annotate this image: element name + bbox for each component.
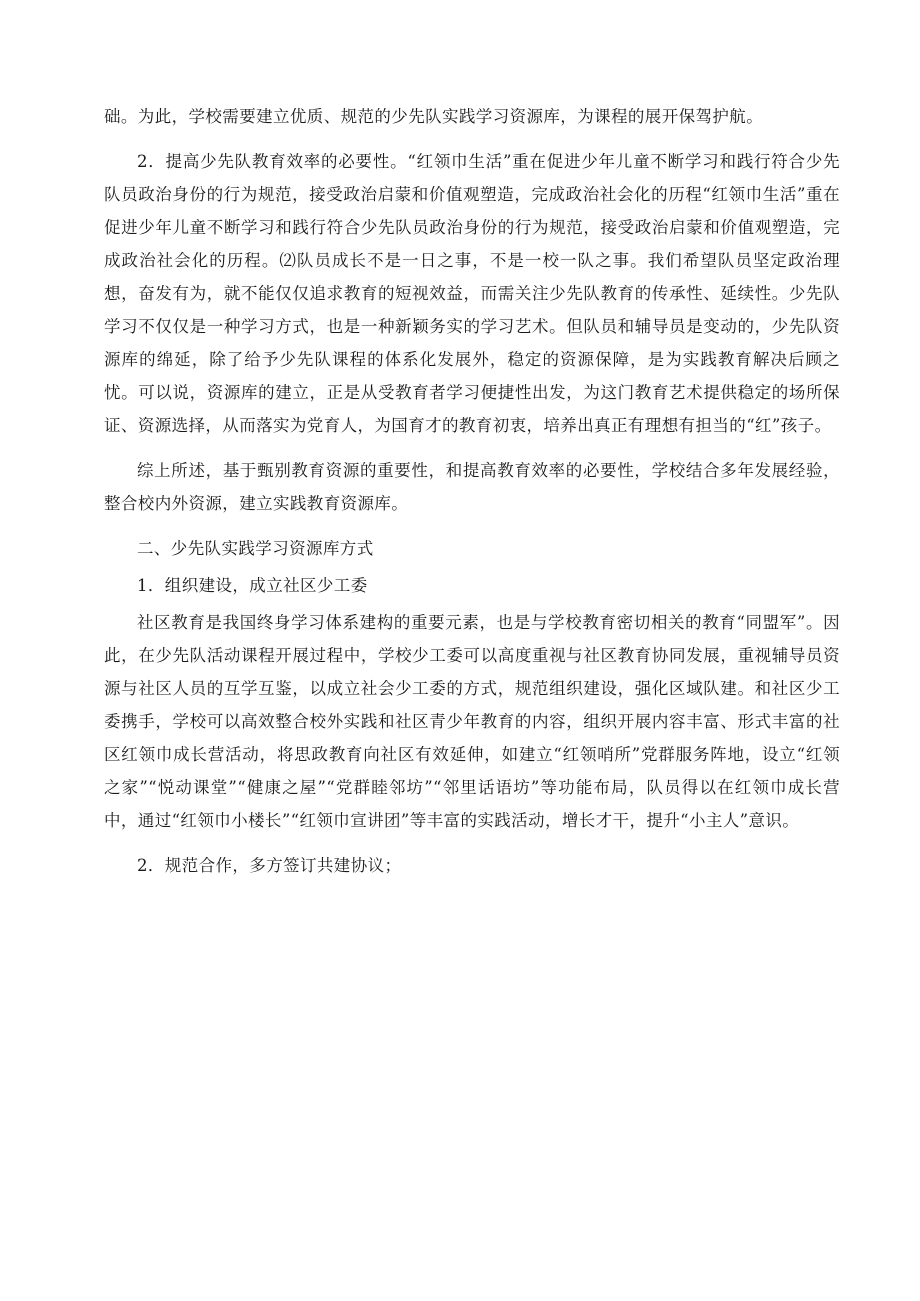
- paragraph-efficiency-necessity: 2．提高少先队教育效率的必要性。“红领巾生活”重在促进少年儿童不断学习和践行符合少先队员政治身份的行为规范，接受政治启蒙和价值观塑造，完成政治社会化的历程“红领巾生活”重在促进少年儿童不断学习和践行符合少先队员政治身份的行为规范，接受政治启蒙和价值观塑造，完成政治社会化的历程。⑵队员成长不是一日之事，不是一校一队之事。我们希望队员坚定政治理想，奋发有为，就不能仅仅追求教育的短视效益，而需关注少先队教育的传承性、延续性。少先队学习不仅仅是一种学习方式，也是一种新颖务实的学习艺术。但队员和辅导员是变动的，少先队资源库的绵延，除了给予少先队课程的体系化发展外，稳定的资源保障，是为实践教育解决后顾之忧。可以说，资源库的建立，正是从受教育者学习便捷性出发，为这门教育艺术提供稳定的场所保证、资源选择，从而落实为党育人，为国育才的教育初衷，培养出真正有理想有担当的“红”孩子。: [104, 152, 840, 435]
- document-page: [104, 100, 840, 882]
- subsection-heading: 1．组织建设，成立社区少工委: [137, 576, 368, 595]
- paragraph-summary: 综上所述，基于甄别教育资源的重要性，和提高教育效率的必要性，学校结合多年发展经验，整合校内外资源，建立实践教育资源库。: [104, 461, 840, 513]
- subsection-heading: 2．规范合作，多方签订共建协议；: [137, 856, 402, 875]
- paragraph-community-education: 社区教育是我国终身学习体系建构的重要元素，也是与学校教育密切相关的教育“同盟军”。因此，在少先队活动课程开展过程中，学校少工委可以高度重视与社区教育协同发展，重视辅导员资源与社区人员的互学互鉴，以成立社会少工委的方式，规范组织建设，强化区域队建。和社区少工委携手，学校可以高效整合校外实践和社区青少年教育的内容，组织开展内容丰富、形式丰富的社区红领巾成长营活动，将思政教育向社区有效延伸，如建立“红领哨所”党群服务阵地，设立“红领之家”“悦动课堂”“健康之屋”“党群睦邻坊”“邻里话语坊”等功能布局，队员得以在红领巾成长营中，通过“红领巾小楼长”“红领巾宣讲团”等丰富的实践活动，增长才干，提升“小主人”意识。: [104, 613, 840, 830]
- section-heading: 二、少先队实践学习资源库方式: [137, 539, 374, 558]
- paragraph-continuation: 础。为此，学校需要建立优质、规范的少先队实践学习资源库，为课程的展开保驾护航。: [104, 107, 764, 126]
